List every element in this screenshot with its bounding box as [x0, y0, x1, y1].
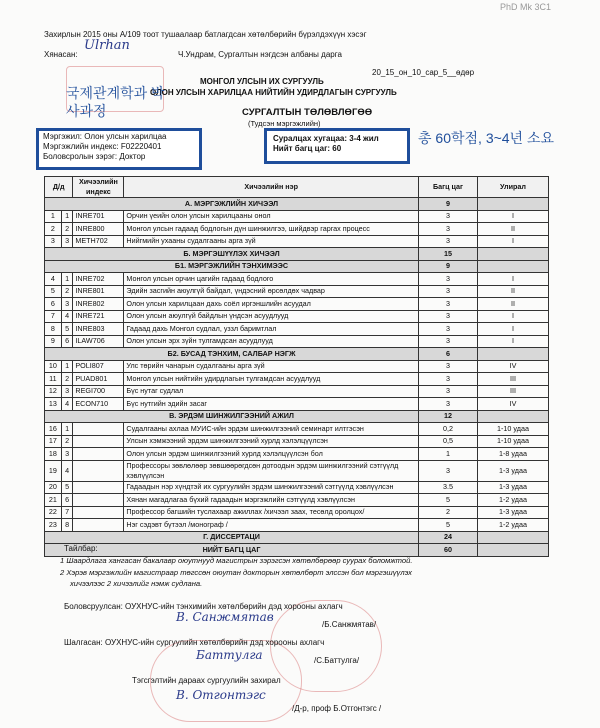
course-name: Монгол улсын гадаад бодлогын дүн шинжилгээ, шийдвэр гаргах процесс — [124, 223, 419, 236]
course-semester: I — [478, 335, 549, 348]
korean-program-note: 국제관계학과 박사과정 — [66, 85, 165, 119]
course-semester: II — [478, 285, 549, 298]
plan-title: СУРГАЛТЫН ТӨЛӨВЛӨГӨӨ — [242, 107, 373, 118]
row-number: 16 — [45, 423, 62, 436]
row-number: 7 — [45, 310, 62, 323]
row-subnumber: 4 — [61, 310, 73, 323]
table-row — [45, 481, 549, 494]
course-semester: 1-2 удаа — [478, 494, 549, 507]
table-row — [45, 223, 549, 236]
course-credits: 3 — [419, 360, 478, 373]
course-name: Олон улсын эрдэм шинжилгээний хурлд хэлэлцүүлсэн бол — [124, 448, 419, 461]
course-credits: 5 — [419, 519, 478, 532]
course-semester: II — [478, 223, 549, 236]
row-number: 13 — [45, 398, 62, 411]
section-row — [45, 410, 549, 423]
course-credits: 3 — [419, 373, 478, 386]
course-name: Нэг сэдэвт бүтээл /монограф / — [124, 519, 419, 532]
row-number: 12 — [45, 385, 62, 398]
section-credits: 24 — [419, 531, 478, 544]
course-semester: III — [478, 373, 549, 386]
row-number: 20 — [45, 481, 62, 494]
row-subnumber: 3 — [61, 298, 73, 311]
table-header-row — [45, 177, 549, 198]
course-index — [73, 494, 124, 507]
section-row — [45, 348, 549, 361]
section-credits: 9 — [419, 260, 478, 273]
row-subnumber: 2 — [61, 373, 73, 386]
course-index — [73, 448, 124, 461]
course-name: Хянан магадлагаа бүхий гадаадын мэргэжлийн сэтгүүлд хэвлүүлсэн — [124, 494, 419, 507]
row-number: 6 — [45, 298, 62, 311]
table-row — [45, 398, 549, 411]
row-subnumber: 5 — [61, 323, 73, 336]
table-row — [45, 235, 549, 248]
signature-1-label: Боловсруулсан: ОУХНУС-ийн тэнхимийн хөтөлбөрийн дэд хорооны ахлагч — [64, 602, 343, 611]
university-name: МОНГОЛ УЛСЫН ИХ СУРГУУЛЬ — [200, 77, 324, 86]
row-subnumber: 1 — [61, 423, 73, 436]
col-number: Д/д — [45, 177, 73, 198]
approval-date: 20_15_он_10_сар_5__өдөр — [372, 68, 475, 77]
section-semester — [478, 348, 549, 361]
course-index — [73, 460, 124, 481]
row-number: 21 — [45, 494, 62, 507]
course-semester: 1-3 удаа — [478, 481, 549, 494]
col-semester: Улирал — [478, 177, 549, 198]
course-credits: 3 — [419, 273, 478, 286]
section-row — [45, 544, 549, 557]
col-credits: Багц цаг — [419, 177, 478, 198]
section-credits: 6 — [419, 348, 478, 361]
section-title: Г. ДИССЕРТАЦИ — [45, 531, 419, 544]
section-title: Б1. МЭРГЭЖЛИЙН ТЭНХИМЭЭС — [45, 260, 419, 273]
course-name: Профессоры зөвлөлөөр зөвшөөрөгдсөн дотоодын эрдэм шинжилгээний сэтгүүлд хэвлүүлсэн — [124, 460, 419, 481]
course-index: INRE801 — [73, 285, 124, 298]
program-major: Мэргэжил: Олон улсын харилцаа — [43, 132, 167, 141]
row-number: 9 — [45, 335, 62, 348]
table-row — [45, 494, 549, 507]
course-credits: 3 — [419, 223, 478, 236]
course-credits: 2 — [419, 506, 478, 519]
table-row — [45, 460, 549, 481]
course-semester: I — [478, 323, 549, 336]
course-index: INRE800 — [73, 223, 124, 236]
course-index: INRE721 — [73, 310, 124, 323]
course-index — [73, 506, 124, 519]
course-name: Олон улсын эрх зүйн тулгамдсан асуудлууд — [124, 335, 419, 348]
section-credits: 12 — [419, 410, 478, 423]
row-subnumber: 1 — [61, 210, 73, 223]
section-row — [45, 248, 549, 261]
program-index: Мэргэжлийн индекс: F02220401 — [43, 142, 162, 151]
course-credits: 5 — [419, 494, 478, 507]
signature-2-label: Шалгасан: ОУХНУС-ийн сургуулийн хөтөлбөрийн дэд хорооны ахлагч — [64, 638, 325, 647]
row-number: 10 — [45, 360, 62, 373]
course-credits: 0,2 — [419, 423, 478, 436]
row-subnumber: 6 — [61, 494, 73, 507]
program-degree: Боловсролын зэрэг: Доктор — [43, 152, 146, 161]
table-row — [45, 310, 549, 323]
top-corner-note: PhD Mk 3C1 — [500, 2, 552, 12]
section-title: НИЙТ БАГЦ ЦАГ — [45, 544, 419, 557]
section-row — [45, 198, 549, 211]
school-name: ОЛОН УЛСЫН ХАРИЛЦАА НИЙТИЙН УДИРДЛАГЫН СУРГУУЛЬ — [150, 88, 397, 97]
table-row — [45, 435, 549, 448]
section-semester — [478, 248, 549, 261]
course-name: Нийгмийн ухааны судалгааны арга зүй — [124, 235, 419, 248]
course-index: ECON710 — [73, 398, 124, 411]
section-semester — [478, 531, 549, 544]
signature-1: B. Санжмятав — [176, 610, 274, 624]
row-subnumber: 2 — [61, 285, 73, 298]
course-semester: 1-3 удаа — [478, 506, 549, 519]
note-1: 1 Шаардлага хангасан бакалавр оюутнууд магистрын зэрэгсэн хөтөлбөрөөр суурах боломжтой. — [60, 556, 413, 565]
course-credits: 3.5 — [419, 481, 478, 494]
course-name: Олон улсын аюулгүй байдлын үндсэн асуудлууд — [124, 310, 419, 323]
course-index: ILAW706 — [73, 335, 124, 348]
section-semester — [478, 544, 549, 557]
col-index: Хичээлийн индекс — [73, 177, 124, 198]
course-credits: 1 — [419, 448, 478, 461]
row-subnumber: 1 — [61, 273, 73, 286]
course-name: Гадаад дахь Монгол судлал, уззл баримтлал — [124, 323, 419, 336]
row-number: 5 — [45, 285, 62, 298]
course-semester: I — [478, 273, 549, 286]
signature-2: Баттулга — [196, 648, 263, 662]
course-semester: I — [478, 235, 549, 248]
signature-3-name: /Д-р, проф Б.Отгонтэгс / — [292, 704, 382, 713]
table-row — [45, 285, 549, 298]
course-index — [73, 519, 124, 532]
table-row — [45, 360, 549, 373]
section-title: Б2. БУСАД ТЭНХИМ, САЛБАР НЭГЖ — [45, 348, 419, 361]
course-index: INRE802 — [73, 298, 124, 311]
row-number: 11 — [45, 373, 62, 386]
course-credits: 3 — [419, 335, 478, 348]
table-row — [45, 448, 549, 461]
course-index — [73, 435, 124, 448]
row-subnumber: 7 — [61, 506, 73, 519]
course-semester: 1-3 удаа — [478, 460, 549, 481]
row-subnumber: 4 — [61, 398, 73, 411]
row-number: 22 — [45, 506, 62, 519]
decree-line: Захирлын 2015 оны А/109 тоот тушаалаар батлагдсан хөтөлбөрийн бүрэлдэхүүн хэсэг — [44, 30, 367, 39]
row-subnumber: 3 — [61, 448, 73, 461]
table-row — [45, 273, 549, 286]
row-subnumber: 2 — [61, 223, 73, 236]
duration-info-box — [264, 128, 410, 164]
course-credits: 3 — [419, 323, 478, 336]
course-credits: 3 — [419, 460, 478, 481]
course-semester: I — [478, 210, 549, 223]
section-title: В. ЭРДЭМ ШИНЖИЛГЭЭНИЙ АЖИЛ — [45, 410, 419, 423]
row-number: 4 — [45, 273, 62, 286]
course-name: Бүс нутаг судлал — [124, 385, 419, 398]
section-semester — [478, 198, 549, 211]
section-title: Б. МЭРГЭШҮҮЛЭХ ХИЧЭЭЛ — [45, 248, 419, 261]
course-credits: 0,5 — [419, 435, 478, 448]
course-credits: 3 — [419, 310, 478, 323]
course-credits: 3 — [419, 298, 478, 311]
signature-3: B. Отгонтэгс — [176, 688, 266, 702]
course-name: Улсын хэмжээний эрдэм шинжилгээний хурлд хэлэлцүүлсэн — [124, 435, 419, 448]
row-number: 19 — [45, 460, 62, 481]
row-number: 1 — [45, 210, 62, 223]
row-subnumber: 1 — [61, 360, 73, 373]
course-name: Монгол улсын орчин цагийн гадаад бодлого — [124, 273, 419, 286]
course-credits: 3 — [419, 285, 478, 298]
course-semester: 1-10 удаа — [478, 423, 549, 436]
row-number: 2 — [45, 223, 62, 236]
course-name: Профессор багшийн туслахаар ажиллах /хичээл заах, тесөлд оролцох/ — [124, 506, 419, 519]
table-row — [45, 210, 549, 223]
course-name: Эдийн засгийн аюулгүй байдал, үндэсний өрсөлдөх чадвар — [124, 285, 419, 298]
col-course-name: Хичээлийн нэр — [124, 177, 419, 198]
table-row — [45, 373, 549, 386]
approved-label: Хянасан: — [44, 50, 78, 59]
table-row — [45, 335, 549, 348]
note-2a: 2 Хэрэв мэргэжлийн магистраар төгссөн оюутан докторын хөтөлбөрт элссэн бол мэргэшүүлэх — [60, 568, 412, 577]
notes-title: Тайлбар: — [64, 544, 98, 553]
row-number: 8 — [45, 323, 62, 336]
table-row — [45, 323, 549, 336]
course-semester: IV — [478, 360, 549, 373]
program-duration: Суралцах хугацаа: 3-4 жил — [273, 134, 379, 143]
row-subnumber: 8 — [61, 519, 73, 532]
row-subnumber: 4 — [61, 460, 73, 481]
course-semester: I — [478, 310, 549, 323]
row-number: 18 — [45, 448, 62, 461]
table-row — [45, 423, 549, 436]
section-semester — [478, 260, 549, 273]
table-row — [45, 506, 549, 519]
section-credits: 15 — [419, 248, 478, 261]
course-index: INRE702 — [73, 273, 124, 286]
course-index: INRE803 — [73, 323, 124, 336]
row-number: 3 — [45, 235, 62, 248]
table-row — [45, 519, 549, 532]
course-index — [73, 423, 124, 436]
note-2b: хичээлээс 2 хичээлийг нэмж судлана. — [70, 579, 203, 588]
course-semester: 1-8 удаа — [478, 448, 549, 461]
course-semester: 1-10 удаа — [478, 435, 549, 448]
row-subnumber: 3 — [61, 385, 73, 398]
course-index: REGI700 — [73, 385, 124, 398]
curriculum-table — [44, 176, 549, 557]
course-semester: III — [478, 385, 549, 398]
row-subnumber: 5 — [61, 481, 73, 494]
course-name: Судалгааны ахлаа МУИС-ийн эрдэм шинжилгээний семинарт илтгэсэн — [124, 423, 419, 436]
section-row — [45, 260, 549, 273]
course-name: Улс төрийн чанарын судалгааны арга зүй — [124, 360, 419, 373]
course-semester: II — [478, 298, 549, 311]
course-index: PUAD801 — [73, 373, 124, 386]
row-number: 23 — [45, 519, 62, 532]
course-credits: 3 — [419, 398, 478, 411]
row-subnumber: 6 — [61, 335, 73, 348]
course-credits: 3 — [419, 235, 478, 248]
course-name: Монгол улсын нийтийн удирдлагын тулгамдсан асуудлууд — [124, 373, 419, 386]
course-credits: 3 — [419, 210, 478, 223]
row-subnumber: 2 — [61, 435, 73, 448]
signature-1-name: /Б.Санжмятав/ — [322, 620, 377, 629]
table-row — [45, 385, 549, 398]
course-index: METH702 — [73, 235, 124, 248]
course-credits: 3 — [419, 385, 478, 398]
approved-person: Ч.Ундрам, Сургалтын нэгдсэн албаны дарга — [178, 50, 342, 59]
program-info-box — [36, 128, 202, 170]
course-index — [73, 481, 124, 494]
section-credits: 60 — [419, 544, 478, 557]
korean-credits-note: 총 60학점, 3~4년 소요 — [418, 130, 555, 146]
section-title: А. МЭРГЭЖЛИЙН ХИЧЭЭЛ — [45, 198, 419, 211]
course-name: Олон улсын харилцаан дахь соёл иргэншлийн асуудал — [124, 298, 419, 311]
table-row — [45, 298, 549, 311]
course-name: Бүс нутгийн эдийн засаг — [124, 398, 419, 411]
course-index: POLI807 — [73, 360, 124, 373]
row-subnumber: 3 — [61, 235, 73, 248]
section-credits: 9 — [419, 198, 478, 211]
course-index: INRE701 — [73, 210, 124, 223]
approver-signature: Ulrhan — [84, 38, 130, 53]
course-semester: IV — [478, 398, 549, 411]
signature-3-label: Тэгсгэлтийн дараах сургуулийн захирал — [132, 676, 281, 685]
course-semester: 1-2 удаа — [478, 519, 549, 532]
signature-2-name: /С.Баттулга/ — [314, 656, 360, 665]
row-number: 17 — [45, 435, 62, 448]
section-semester — [478, 410, 549, 423]
course-name: Орчин үеийн олон улсын харилцааны онол — [124, 210, 419, 223]
plan-subtitle: (Тудсэн мэргэжлийн) — [248, 119, 321, 128]
course-name: Гадаадын нэр хүндтэй их сургуулийн эрдэм шинжилгээний сэтгүүлд хэвлүүлсэн — [124, 481, 419, 494]
section-row — [45, 531, 549, 544]
program-credits: Нийт багц цаг: 60 — [273, 144, 342, 153]
